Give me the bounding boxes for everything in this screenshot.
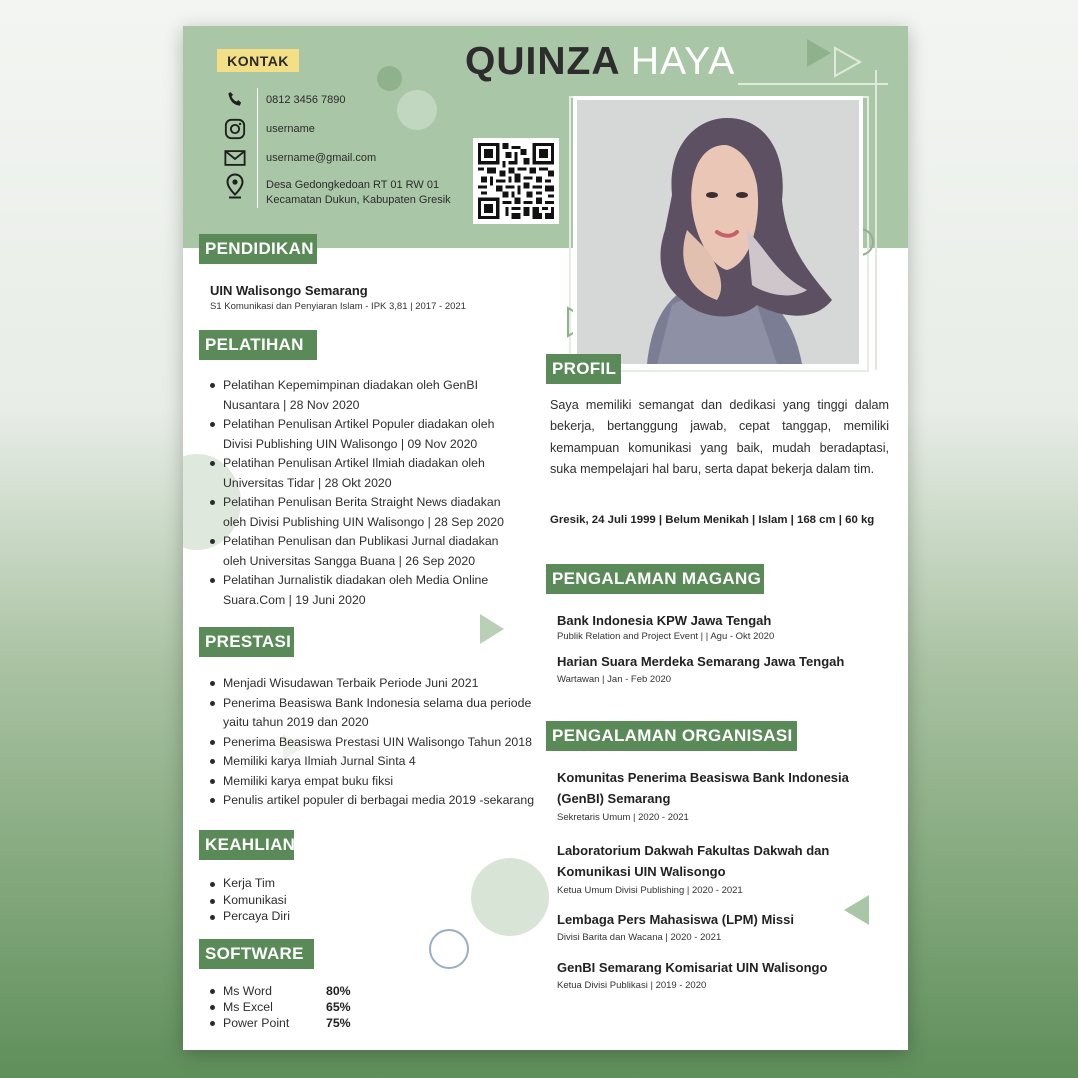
deco-line [875,70,877,370]
list-item [210,752,550,772]
organization-detail: Divisi Barita dan Wacana | 2020 - 2021 [557,932,722,943]
phone-icon [223,88,247,112]
instagram-username: username [266,123,315,135]
training-line: Pelatihan Penulisan Artikel Ilmiah diadakan oleh [223,456,485,470]
skill-item: Komunikasi [223,892,287,907]
skills-list [210,875,410,925]
education-detail: S1 Komunikasi dan Penyiaran Islam - IPK 3,81 | 2017 - 2021 [210,301,466,312]
organization-title: Laboratorium Dakwah Fakultas Dakwah dan Komunikasi UIN Walisongo [557,843,830,879]
training-line: Pelatihan Penulisan dan Publikasi Jurnal diadakan [223,534,499,548]
deco-triangle [807,39,831,67]
software-row [210,1000,351,1014]
contact-instagram [223,117,315,141]
list-item [210,772,550,792]
internship-detail: Wartawan | Jan - Feb 2020 [557,674,672,685]
software-row [210,984,351,998]
email-address: username@gmail.com [266,152,377,164]
achievement-line: Menjadi Wisudawan Terbaik Periode Juni 2021 [223,676,479,690]
location-pin-icon [223,174,247,198]
training-line: Pelatihan Kepemimpinan diadakan oleh GenBI [223,378,478,392]
skill-item: Percaya Diri [223,909,290,923]
internship-title: Bank Indonesia KPW Jawa Tengah [557,613,772,628]
list-item [210,892,410,909]
contact-divider [257,88,258,208]
resume-sheet [183,26,908,1050]
list-item [210,733,550,753]
list-item [210,376,540,415]
training-line: Divisi Publishing UIN Walisongo | 09 Nov 2020 [223,436,478,451]
training-line: oleh Universitas Sangga Buana | 26 Sep 2020 [223,553,476,568]
profile-facts: Gresik, 24 Juli 1999 | Belum Menikah | Islam | 168 cm | 60 kg [550,514,875,526]
deco-circle [397,90,437,130]
deco-line [738,83,888,85]
training-line: Universitas Tidar | 28 Okt 2020 [223,475,392,490]
organization-title: GenBI Semarang Komisariat UIN Walisongo [557,960,828,975]
education-heading: PENDIDIKAN [199,234,317,264]
software-name: Ms Word [223,984,272,998]
skill-item: Kerja Tim [223,876,275,890]
training-line: oleh Divisi Publishing UIN Walisongo | 28 Sep 2020 [223,514,504,529]
organization-title: Lembaga Pers Mahasiswa (LPM) Missi [557,912,794,927]
phone-number: 0812 3456 7890 [266,94,346,106]
software-percent: 75% [326,1016,351,1030]
list-item [210,532,540,571]
deco-triangle [480,614,504,644]
profile-text: Saya memiliki semangat dan dedikasi yang tinggi dalam bekerja, bertanggung jawab, cepat tanggap, memiliki kemampuan komunikasi yang baik, mudah beradaptasi, suka mempelajari hal baru, serta dapat bekerja dalam tim. [550,398,889,477]
training-line: Pelatihan Penulisan Berita Straight News diadakan [223,495,501,509]
contact-phone [223,88,346,112]
bullet [210,1005,215,1010]
profile-heading: PROFIL [546,354,621,384]
bullet [210,989,215,994]
list-item [210,454,540,493]
deco-triangle-outline [833,46,863,78]
achievement-line: yaitu tahun 2019 dan 2020 [223,715,369,729]
organization-title: Komunitas Penerima Beasiswa Bank Indonesia (GenBI) Semarang [557,770,849,806]
internship-title: Harian Suara Merdeka Semarang Jawa Tengah [557,654,845,669]
photo-illustration [577,100,859,364]
software-row [210,1016,351,1030]
instagram-icon [223,117,247,141]
list-item [210,908,410,925]
profile-photo [573,96,863,368]
deco-circle-outline [429,929,469,969]
list-item [210,571,540,610]
contact-address [223,174,451,206]
internship-heading: PENGALAMAN MAGANG [546,564,764,594]
achievements-heading: PRESTASI [199,627,294,657]
software-heading: SOFTWARE [199,939,314,969]
first-name: QUINZA [465,40,620,83]
achievement-line: Penulis artikel populer di berbagai media 2019 -sekarang [223,793,535,807]
list-item [210,415,540,454]
achievements-list [210,674,550,811]
organization-detail: Ketua Divisi Publikasi | 2019 - 2020 [557,980,707,991]
software-percent: 80% [326,984,351,998]
deco-circle [471,858,549,936]
contact-heading: KONTAK [217,49,299,72]
training-line: Pelatihan Jurnalistik diadakan oleh Media Online [223,573,489,587]
software-name: Ms Excel [223,1000,273,1014]
skills-heading: KEAHLIAN [199,830,294,860]
person-name [465,40,735,84]
list-item [210,694,550,733]
deco-circle [377,66,402,91]
software-percent: 65% [326,1000,351,1014]
list-item [210,674,550,694]
training-line: Pelatihan Penulisan Artikel Populer diadakan oleh [223,417,495,431]
address [266,178,451,208]
mail-icon [223,146,247,170]
achievement-line: Memiliki karya Ilmiah Jurnal Sinta 4 [223,754,416,768]
achievement-line: Penerima Beasiswa Bank Indonesia selama dua periode [223,695,532,710]
address-line-2: Kecamatan Dukun, Kabupaten Gresik [266,194,451,206]
list-item [210,493,540,532]
last-name: HAYA [630,40,736,83]
address-line-1: Desa Gedongkedoan RT 01 RW 01 [266,179,440,191]
training-list [210,376,540,610]
achievement-line: Memiliki karya empat buku fiksi [223,773,394,788]
achievement-line: Penerima Beasiswa Prestasi UIN Walisongo Tahun 2018 [223,734,532,749]
qr-code [473,138,559,224]
training-heading: PELATIHAN [199,330,317,360]
list-item [210,875,410,892]
internship-detail: Publik Relation and Project Event | | Agu - Okt 2020 [557,631,775,642]
education-institution: UIN Walisongo Semarang [210,283,368,298]
training-line: Nusantara | 28 Nov 2020 [223,397,360,412]
list-item [210,791,550,811]
training-line: Suara.Com | 19 Juni 2020 [223,592,366,607]
organization-detail: Sekretaris Umum | 2020 - 2021 [557,812,689,823]
software-name: Power Point [223,1016,290,1030]
contact-email [223,146,377,170]
organization-detail: Ketua Umum Divisi Publishing | 2020 - 2021 [557,885,743,896]
organization-heading: PENGALAMAN ORGANISASI [546,721,797,751]
bullet [210,1021,215,1026]
